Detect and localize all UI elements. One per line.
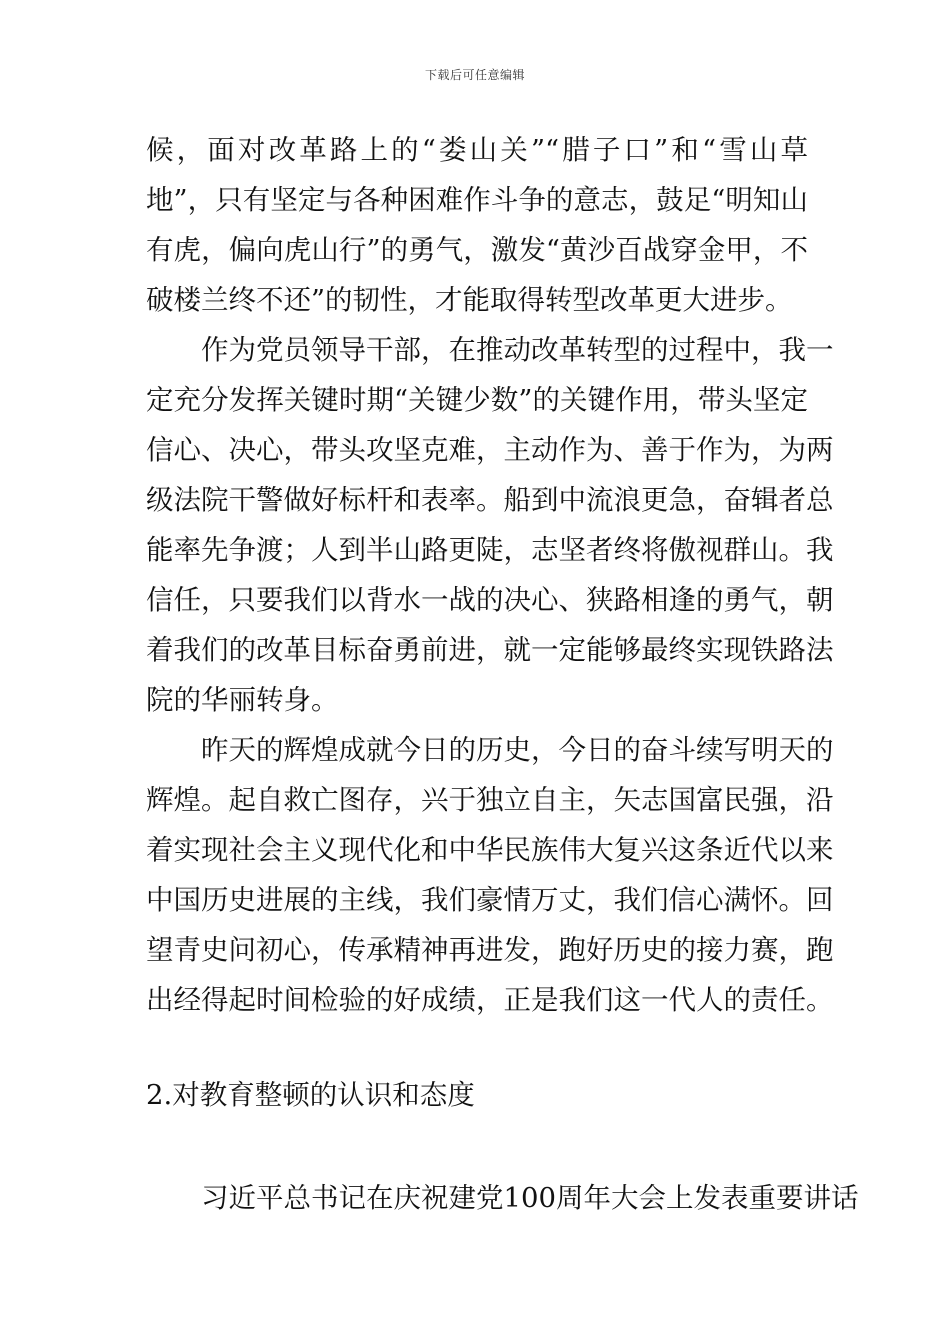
section-heading: 2.对教育整顿的认识和态度 [146, 1079, 475, 1111]
text-line: 院的华丽转身。 [146, 684, 339, 716]
text-line: 有虎，偏向虎山行”的勇气，激发“黄沙百战穿金甲，不 [146, 234, 808, 266]
text-line: 能率先争渡；人到半山路更陡，志坚者终将傲视群山。我 [146, 534, 834, 566]
text-line: 定充分发挥关键时期“关键少数”的关键作用，带头坚定 [146, 384, 808, 416]
text-line: 昨天的辉煌成就今日的历史，今日的奋斗续写明天的 [201, 734, 834, 766]
text-line: 作为党员领导干部，在推动改革转型的过程中，我一 [201, 334, 834, 366]
text-line: 习近平总书记在庆祝建党100周年大会上发表重要讲话 [201, 1182, 859, 1214]
text-line: 着我们的改革目标奋勇前进，就一定能够最终实现铁路法 [146, 634, 834, 666]
text-line: 辉煌。起自救亡图存，兴于独立自主，矢志国富民强，沿 [146, 784, 834, 816]
text-line: 地”，只有坚定与各种困难作斗争的意志，鼓足“明知山 [146, 184, 808, 216]
text-line: 候，面对改革路上的“娄山关”“腊子口”和“雪山草 [146, 134, 808, 166]
text-line: 信心、决心，带头攻坚克难，主动作为、善于作为，为两 [146, 434, 834, 466]
text-line: 破楼兰终不还”的韧性，才能取得转型改革更大进步。 [146, 284, 793, 316]
paragraph [146, 1173, 859, 1223]
text-line: 信任，只要我们以背水一战的决心、狭路相逢的勇气，朝 [146, 584, 834, 616]
text-line: 级法院干警做好标杆和表率。船到中流浪更急，奋辑者总 [146, 484, 834, 516]
page-header: 下载后可任意编辑 [424, 68, 525, 82]
text-line: 望青史问初心，传承精神再进发，跑好历史的接力赛，跑 [146, 934, 834, 966]
text-line: 出经得起时间检验的好成绩，正是我们这一代人的责任。 [146, 984, 834, 1016]
paragraph [146, 125, 808, 325]
paragraph [146, 725, 834, 1025]
paragraph [146, 325, 834, 725]
body-text [146, 125, 834, 1025]
text-line: 着实现社会主义现代化和中华民族伟大复兴这条近代以来 [146, 834, 834, 866]
text-line: 中国历史进展的主线，我们豪情万丈，我们信心满怀。回 [146, 884, 834, 916]
